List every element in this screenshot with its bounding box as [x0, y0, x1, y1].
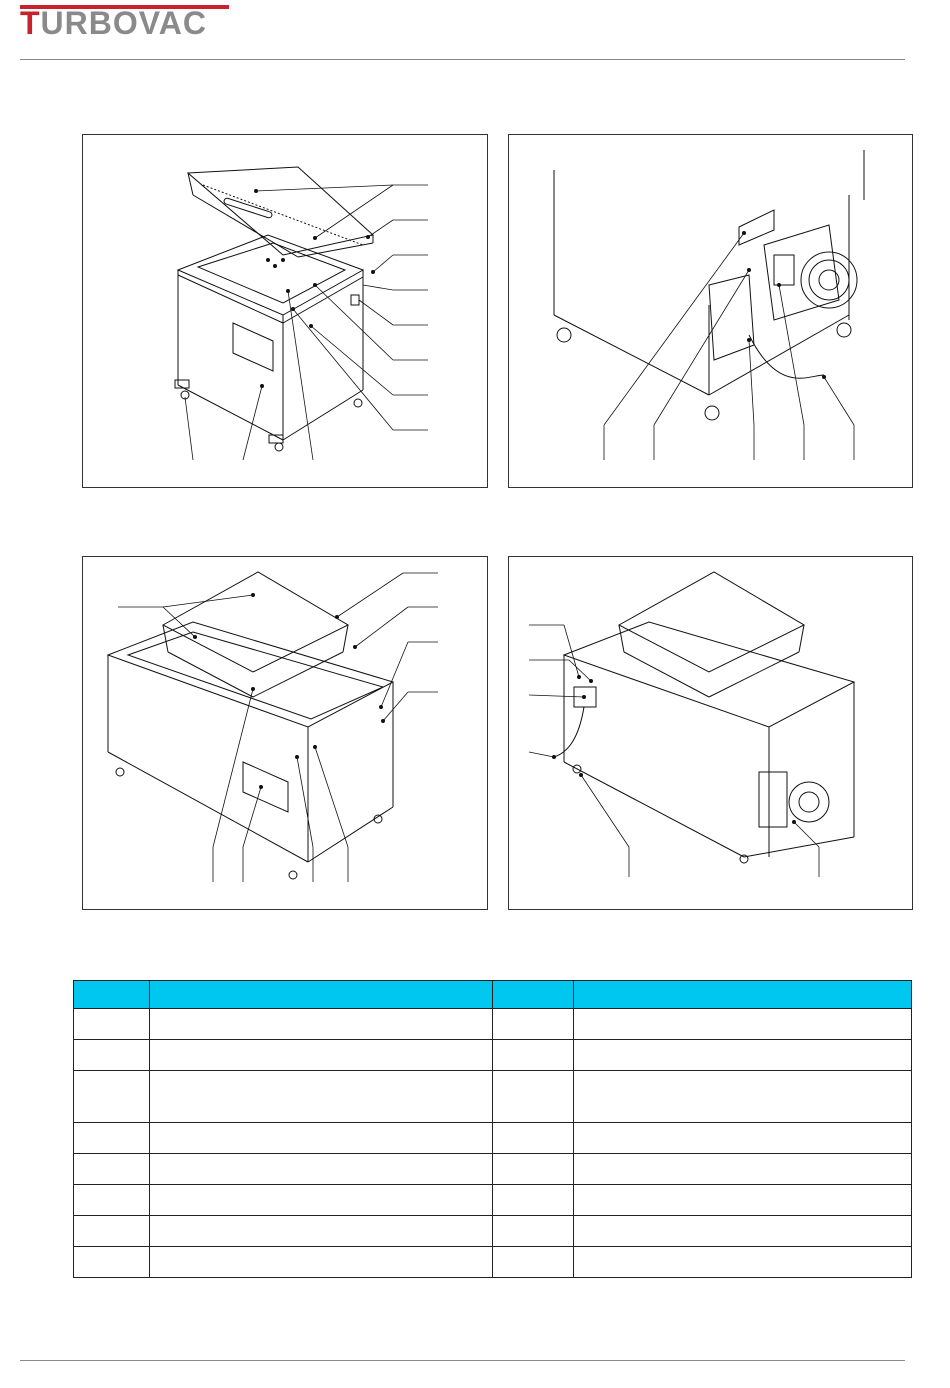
- table-cell: [150, 1040, 493, 1071]
- turbovac-logo: [20, 2, 232, 41]
- header-cell: [74, 981, 150, 1009]
- table-cell: [74, 1009, 150, 1040]
- figure-single-chamber-rear: [508, 134, 913, 488]
- table-row: [74, 1216, 912, 1247]
- table-cell: [74, 1216, 150, 1247]
- header-cell: [574, 981, 912, 1009]
- table-cell: [493, 1009, 574, 1040]
- table-cell: [574, 1185, 912, 1216]
- table-cell: [150, 1154, 493, 1185]
- figure-double-chamber-rear: [508, 556, 913, 910]
- machine-drawing: [509, 557, 912, 909]
- table-cell: [150, 1247, 493, 1278]
- table-row: [74, 1247, 912, 1278]
- header-cell: [493, 981, 574, 1009]
- table-cell: [493, 1185, 574, 1216]
- table-cell: [150, 1216, 493, 1247]
- table-cell: [74, 1123, 150, 1154]
- table-cell: [493, 1071, 574, 1123]
- table-cell: [574, 1009, 912, 1040]
- machine-drawing: [83, 557, 487, 909]
- header-divider: [20, 59, 905, 60]
- figure-single-chamber-front: [82, 134, 488, 488]
- table-cell: [74, 1185, 150, 1216]
- table-cell: [150, 1071, 493, 1123]
- table-cell: [150, 1185, 493, 1216]
- table-cell: [150, 1123, 493, 1154]
- table-cell: [493, 1247, 574, 1278]
- table-row: [74, 1040, 912, 1071]
- table-cell: [574, 1216, 912, 1247]
- table-row: [74, 1123, 912, 1154]
- table-cell: [493, 1216, 574, 1247]
- machine-drawing: [509, 135, 912, 487]
- footer-divider: [20, 1360, 905, 1361]
- table-cell: [74, 1247, 150, 1278]
- table-cell: [493, 1154, 574, 1185]
- table-cell: [574, 1247, 912, 1278]
- table-row: [74, 1185, 912, 1216]
- header-cell: [150, 981, 493, 1009]
- table-row: [74, 1009, 912, 1040]
- logo-text: TURBOVAC: [20, 5, 207, 41]
- table-cell: [574, 1123, 912, 1154]
- table-header-row: [74, 981, 912, 1009]
- table-cell: [74, 1071, 150, 1123]
- table-cell: [74, 1154, 150, 1185]
- machine-drawing: [83, 135, 487, 487]
- table-row: [74, 1154, 912, 1185]
- table-cell: [493, 1040, 574, 1071]
- table-cell: [493, 1123, 574, 1154]
- table-row: [74, 1071, 912, 1123]
- table-cell: [74, 1040, 150, 1071]
- table-cell: [574, 1071, 912, 1123]
- table-cell: [150, 1009, 493, 1040]
- figure-double-chamber-front: [82, 556, 488, 910]
- parts-table: [73, 980, 912, 1278]
- table-cell: [574, 1154, 912, 1185]
- table-cell: [574, 1040, 912, 1071]
